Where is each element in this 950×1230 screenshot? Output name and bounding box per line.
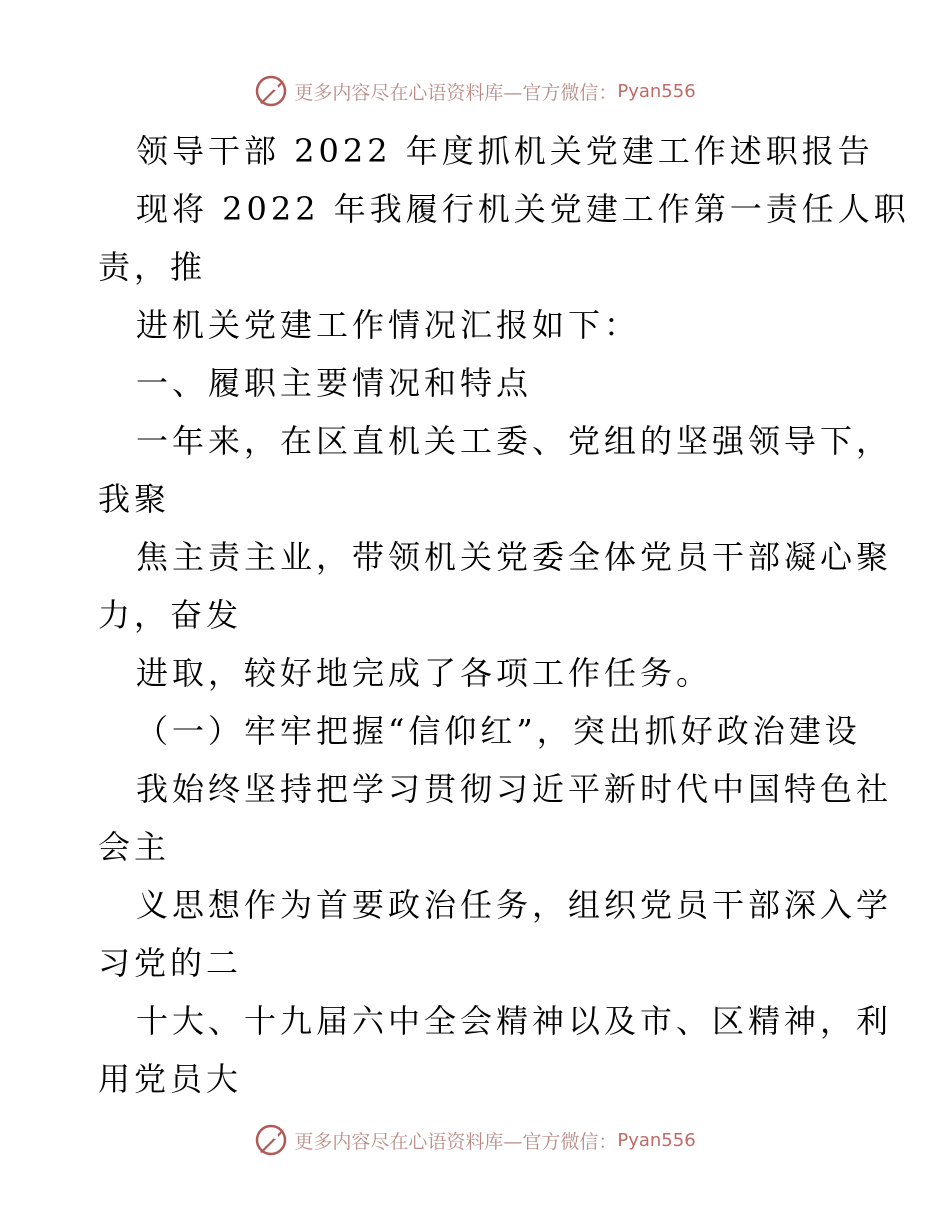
paragraph-line: 焦主责主业，带领机关党委全体党员干部凝心聚 [136,538,893,576]
paragraph-line: 我始终坚持把学习贯彻习近平新时代中国特色社 [136,770,893,808]
section-heading: 一、履职主要情况和特点 [136,364,533,402]
paragraph-line: 习党的二 [98,944,243,982]
header-watermark [0,71,950,111]
paragraph-line: 力，奋发 [98,596,243,634]
paragraph-line: 十大、十九届六中全会精神以及市、区精神，利 [136,1002,893,1040]
footer-watermark [0,1120,950,1160]
pen-logo-icon [254,1123,288,1157]
report-body [98,122,910,1108]
paragraph-line: 现将 2022 年我履行机关党建工作第一责任人职 [136,190,910,228]
paragraph-line: 责，推 [98,248,207,286]
header-watermark-text: 更多内容尽在心语资料库—官方微信： [294,81,618,104]
subsection-heading: （一）牢牢把握“信仰红”，突出抓好政治建设 [136,712,861,750]
footer-watermark-text: 更多内容尽在心语资料库—官方微信： [294,1130,618,1153]
paragraph-line: 进机关党建工作情况汇报如下： [136,306,641,344]
report-title: 领导干部 2022 年度抓机关党建工作述职报告 [136,132,874,170]
paragraph-line: 我聚 [98,480,171,518]
paragraph-line: 用党员大 [98,1060,243,1098]
paragraph-line: 一年来，在区直机关工委、党组的坚强领导下， [136,422,893,460]
paragraph-line: 进取，较好地完成了各项工作任务。 [136,654,713,692]
paragraph-line: 义思想作为首要政治任务，组织党员干部深入学 [136,886,893,924]
paragraph-line: 会主 [98,828,171,866]
footer-wechat-id: Pyan556 [617,1129,696,1151]
header-wechat-id: Pyan556 [617,80,696,102]
pen-logo-icon [254,74,288,108]
